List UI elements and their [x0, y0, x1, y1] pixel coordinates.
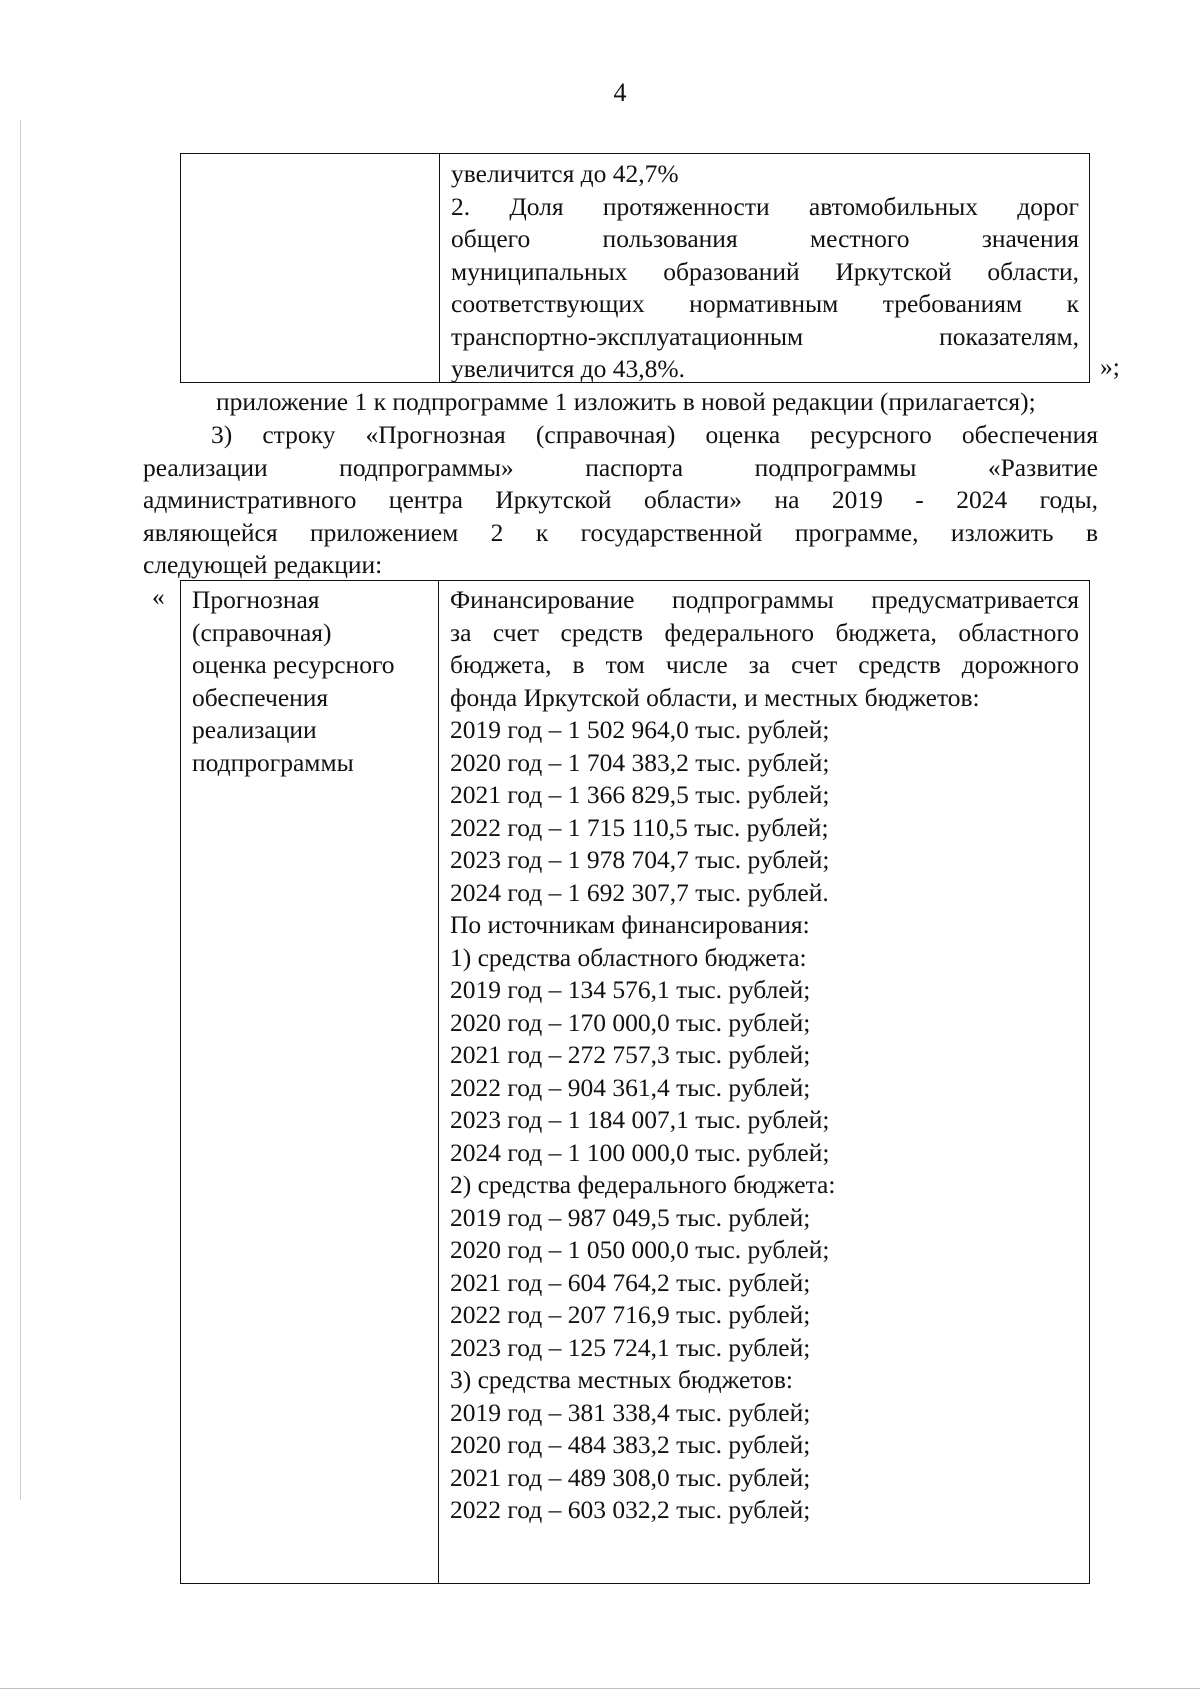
paragraph-line: приложение 1 к подпрограмме 1 изложить в новой редакции (прилагается);: [216, 387, 1036, 416]
funding-line: 2020 год – 1 050 000,0 тыс. рублей;: [450, 1235, 830, 1264]
funding-line: 2024 год – 1 100 000,0 тыс. рублей;: [450, 1137, 830, 1167]
label-line: (справочная): [192, 617, 332, 647]
label-line: оценка ресурсного: [192, 650, 395, 679]
paragraph-line: 3) строку «Прогнозная (справочная) оценка ресурсного обеспечения: [211, 420, 1098, 449]
funding-line: 2021 год – 604 764,2 тыс. рублей;: [450, 1267, 811, 1297]
funding-line: 2020 год – 1 704 383,2 тыс. рублей;: [450, 747, 830, 777]
indicator-line: соответствующих нормативным требованиям к: [451, 289, 1079, 318]
funding-line: 2023 год – 1 184 007,1 тыс. рублей;: [450, 1105, 830, 1134]
funding-line: 2022 год – 207 716,9 тыс. рублей;: [450, 1300, 811, 1329]
paragraph-amendment: [143, 419, 1098, 582]
funding-line: 2019 год – 1 502 964,0 тыс. рублей;: [450, 715, 830, 744]
indicator-line: общего пользования местного значения: [451, 224, 1079, 253]
funding-line: 2020 год – 484 383,2 тыс. рублей;: [450, 1430, 811, 1459]
indicator-table-empty-cell: [181, 154, 440, 382]
funding-table-label-cell: [181, 581, 439, 1583]
funding-line: 2019 год – 134 576,1 тыс. рублей;: [450, 975, 811, 1004]
funding-line: 3) средства местных бюджетов:: [450, 1365, 793, 1394]
indicator-line: транспортно-эксплуатационным показателям,: [451, 321, 1079, 351]
paragraph-line: реализации подпрограммы» паспорта подпрограммы «Развитие: [143, 452, 1098, 482]
funding-table-value-cell: [439, 581, 1089, 1583]
funding-line: 2021 год – 489 308,0 тыс. рублей;: [450, 1462, 811, 1492]
funding-line: 2019 год – 987 049,5 тыс. рублей;: [450, 1202, 811, 1232]
funding-intro-line: бюджета, в том числе за счет средств дорожного: [450, 650, 1079, 679]
funding-line: 2022 год – 1 715 110,5 тыс. рублей;: [450, 812, 829, 842]
funding-line: 2024 год – 1 692 307,7 тыс. рублей.: [450, 877, 829, 907]
paragraph-line: следующей редакции:: [143, 550, 383, 579]
funding-line: 2022 год – 904 361,4 тыс. рублей;: [450, 1072, 811, 1102]
paragraph-line: являющейся приложением 2 к государственной программе, изложить в: [143, 517, 1098, 547]
funding-line: 2020 год – 170 000,0 тыс. рублей;: [450, 1007, 811, 1037]
paragraph-line: административного центра Иркутской области» на 2019 - 2024 годы,: [143, 485, 1098, 514]
indicator-line: увеличится до 43,8%.: [451, 354, 686, 383]
funding-line: 2) средства федерального бюджета:: [450, 1170, 836, 1199]
funding-line: 2019 год – 381 338,4 тыс. рублей;: [450, 1397, 811, 1427]
funding-intro-line: Финансирование подпрограммы предусматривается: [450, 585, 1079, 614]
funding-line: По источникам финансирования:: [450, 910, 810, 939]
scan-bottom-edge: [0, 1688, 1200, 1689]
funding-line: 2023 год – 1 978 704,7 тыс. рублей;: [450, 845, 830, 874]
funding-line: 2022 год – 603 032,2 тыс. рублей;: [450, 1495, 811, 1524]
funding-intro-line: фонда Иркутской области, и местных бюджетов:: [450, 682, 980, 712]
closing-quote: »;: [1100, 352, 1120, 381]
indicator-line: 2. Доля протяженности автомобильных дорог: [451, 191, 1079, 221]
label-line: подпрограммы: [192, 747, 354, 777]
funding-line: 2021 год – 1 366 829,5 тыс. рублей;: [450, 780, 830, 809]
label-line: обеспечения: [192, 682, 329, 712]
indicator-line: увеличится до 42,7%: [451, 159, 679, 188]
funding-line: 2023 год – 125 724,1 тыс. рублей;: [450, 1332, 811, 1362]
label-line: реализации: [192, 715, 317, 744]
indicator-line: муниципальных образований Иркутской области,: [451, 256, 1079, 286]
funding-intro-line: за счет средств федерального бюджета, областного: [450, 617, 1079, 647]
paragraph-appendix: [143, 386, 1098, 419]
scan-margin-line: [20, 120, 21, 1500]
indicator-table: [180, 153, 1090, 383]
funding-table: [180, 580, 1090, 1584]
opening-quote: «: [152, 582, 165, 611]
funding-line: 1) средства областного бюджета:: [450, 942, 807, 972]
funding-line: 2021 год – 272 757,3 тыс. рублей;: [450, 1040, 811, 1069]
page-number: 4: [613, 78, 627, 107]
label-line: Прогнозная: [192, 585, 320, 614]
indicator-table-text-cell: [440, 154, 1089, 382]
